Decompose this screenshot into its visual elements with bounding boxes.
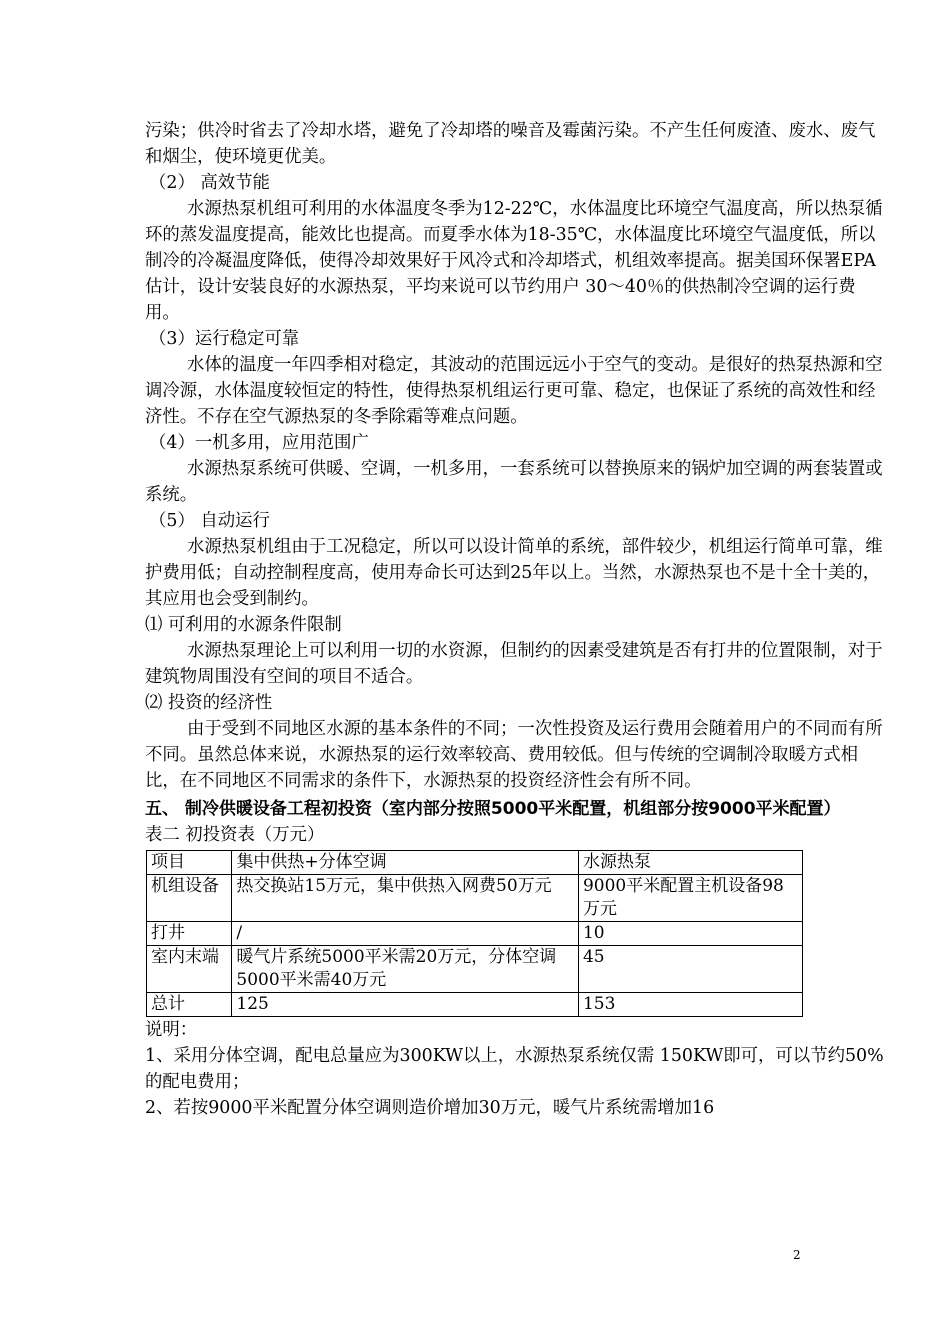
section-heading: 五、 制冷供暖设备工程初投资（室内部分按照5000平米配置，机组部分按9000平米配置）: [145, 799, 841, 819]
table-header-cell: 水源热泵: [578, 851, 802, 875]
table-cell: 45: [578, 946, 802, 993]
table-cell: 机组设备: [147, 875, 232, 922]
paragraph: 水源热泵机组由于工况稳定，所以可以设计简单的系统，部件较少，机组运行简单可靠，维护费用低；自动控制程度高，使用寿命长可达到25年以上。当然，水源热泵也不是十全十美的，其应用也会受到制约。: [145, 537, 883, 609]
paragraph: 水源热泵系统可供暖、空调，一机多用，一套系统可以替换原来的锅炉加空调的两套装置或系统。: [145, 459, 883, 505]
table-cell: 125: [232, 993, 579, 1017]
paragraph: 污染；供冷时省去了冷却水塔，避免了冷却塔的噪音及霉菌污染。不产生任何废渣、废水、废气和烟尘，使环境更优美。: [145, 121, 876, 167]
document-page: [145, 118, 885, 1121]
table-row: [147, 946, 803, 993]
table-cell: 室内末端: [147, 946, 232, 993]
paragraph: 水源热泵机组可利用的水体温度冬季为12-22℃，水体温度比环境空气温度高，所以热泵循环的蒸发温度提高，能效比也提高。而夏季水体为18-35℃，水体温度比环境空气温度低，所以制冷的冷凝温度降低，使得冷却效果好于风冷式和冷却塔式，机组效率提高。据美国环保署EPA估计，设计安装良好的水源热泵，平均来说可以节约用户 30～40％的供热制冷空调的运行费用。: [145, 199, 883, 323]
table-header-row: [147, 851, 803, 875]
list-item-heading: ⑴ 可利用的水源条件限制: [145, 615, 342, 635]
table-cell: /: [232, 922, 579, 946]
table-cell: 9000平米配置主机设备98万元: [578, 875, 802, 922]
table-row: [147, 993, 803, 1017]
table-cell: 打井: [147, 922, 232, 946]
table-cell: 总计: [147, 993, 232, 1017]
note-item: 1、采用分体空调，配电总量应为300KW以上，水源热泵系统仅需 150KW即可，可以节约50%的配电费用；: [145, 1046, 884, 1092]
table-cell: 153: [578, 993, 802, 1017]
subheading: （2） 高效节能: [149, 173, 270, 193]
table-row: [147, 875, 803, 922]
paragraph: 水体的温度一年四季相对稳定，其波动的范围远远小于空气的变动。是很好的热泵热源和空调冷源，水体温度较恒定的特性，使得热泵机组运行更可靠、稳定，也保证了系统的高效性和经济性。不存在空气源热泵的冬季除霜等难点问题。: [145, 355, 883, 427]
table-header-cell: 项目: [147, 851, 232, 875]
page-number: 2: [793, 1248, 801, 1262]
table-caption: 表二 初投资表（万元）: [145, 825, 325, 845]
table-row: [147, 922, 803, 946]
subheading: （5） 自动运行: [149, 511, 270, 531]
investment-table: [146, 850, 803, 1017]
subheading: （4）一机多用，应用范围广: [149, 433, 369, 453]
paragraph: 由于受到不同地区水源的基本条件的不同；一次性投资及运行费用会随着用户的不同而有所不同。虽然总体来说，水源热泵的运行效率较高、费用较低。但与传统的空调制冷取暖方式相比，在不同地区不同需求的条件下，水源热泵的投资经济性会有所不同。: [145, 719, 883, 791]
table-header-cell: 集中供热+分体空调: [232, 851, 579, 875]
subheading: （3）运行稳定可靠: [149, 329, 300, 349]
table-cell: 10: [578, 922, 802, 946]
paragraph: 水源热泵理论上可以利用一切的水资源，但制约的因素受建筑是否有打井的位置限制，对于建筑物周围没有空间的项目不适合。: [145, 641, 883, 687]
list-item-heading: ⑵ 投资的经济性: [145, 693, 273, 713]
note-item: 2、若按9000平米配置分体空调则造价增加30万元，暖气片系统需增加16: [145, 1098, 715, 1118]
table-cell: 暖气片系统5000平米需20万元，分体空调5000平米需40万元: [232, 946, 579, 993]
notes-title: 说明：: [145, 1020, 198, 1040]
table-cell: 热交换站15万元，集中供热入网费50万元: [232, 875, 579, 922]
